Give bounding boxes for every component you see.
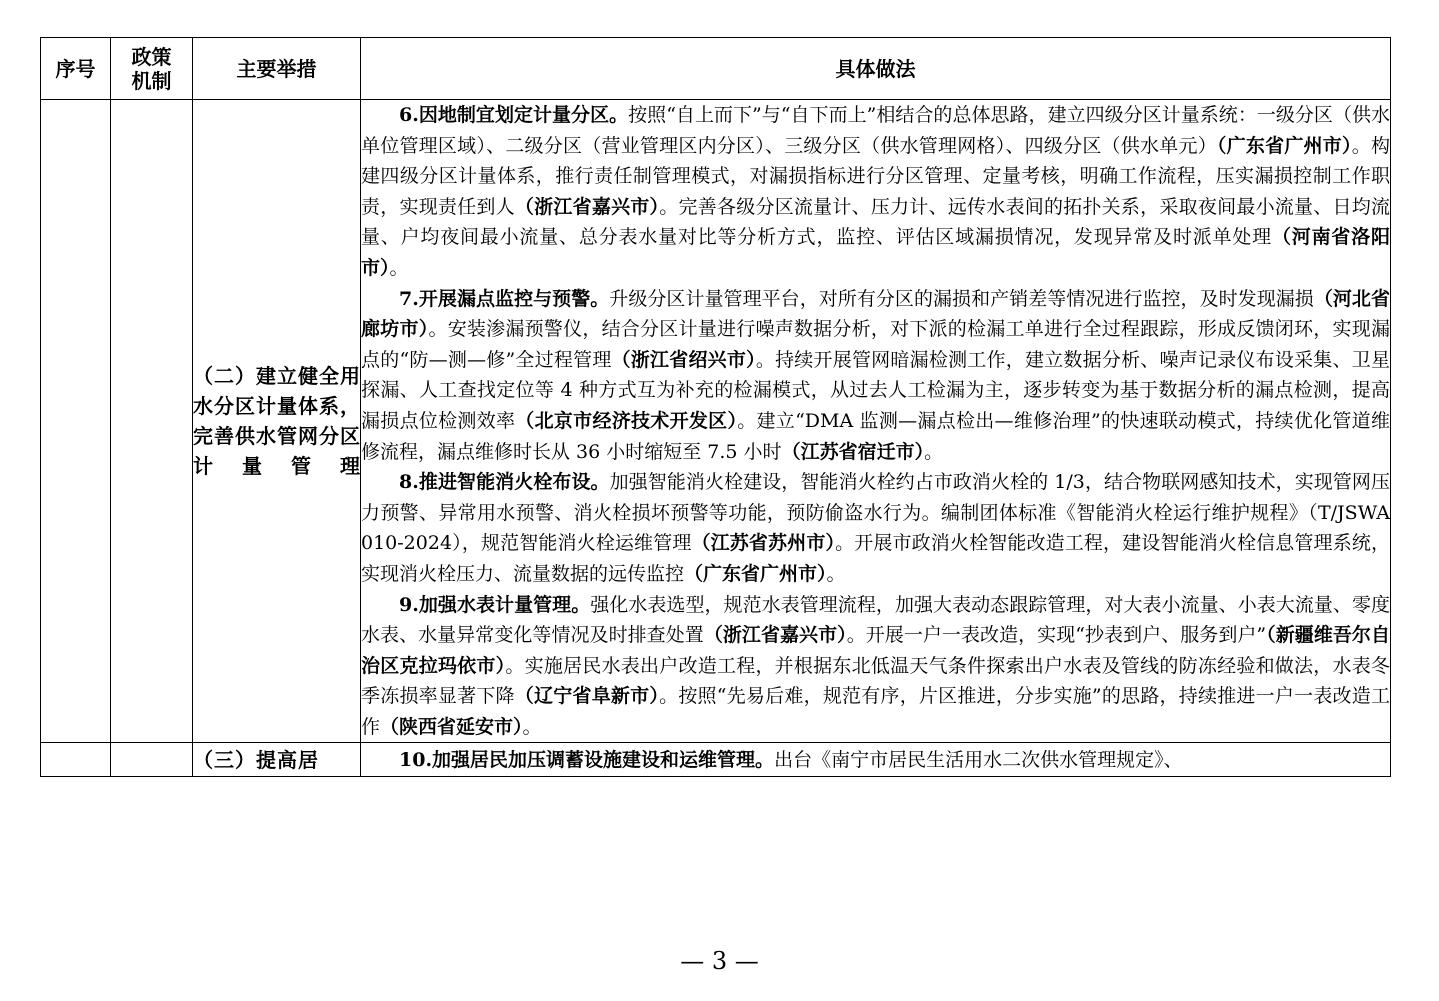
- item-text: 强化水表选型，规范水表管理流程，加强大表动态跟踪管理，对大表小流量、小表大流量、零度水表、水量异常变化等情况及时排查处置: [361, 593, 1390, 647]
- item-text: 。开展一户一表改造，实现“抄表到户、服务到户”: [846, 624, 1267, 647]
- detail-cell: [361, 100, 1391, 743]
- header-mechanism-line2: 机制: [131, 68, 172, 93]
- header-detail: 具体做法: [361, 38, 1391, 100]
- detail-item: [361, 745, 1390, 776]
- cell-no: [41, 100, 111, 743]
- item-text: 。安装渗漏预警仪，结合分区计量进行噪声数据分析，对下派的检漏工单进行全过程跟踪，形成反馈闭环，实现漏点的“防—测—修”全过程管理: [361, 318, 1390, 371]
- item-city: （浙江省嘉兴市）: [514, 195, 660, 218]
- item-text: 。建立“DMA 监测—漏点检出—维修治理”的快速联动模式，持续优化管道维修流程，漏点维修时长从 36 小时缩短至 7.5 小时: [361, 409, 1390, 463]
- header-mechanism: [111, 38, 193, 100]
- item-end: 。: [924, 440, 944, 463]
- item-title: 9.加强水表计量管理。: [399, 593, 591, 616]
- measure-cell: （二）建立健全用水分区计量体系，完善供水管网分区计量管理: [193, 100, 361, 743]
- item-text: 。完善各级分区流量计、压力计、远传水表间的拓扑关系，采取夜间最小流量、日均流量、户均夜间最小流量、总分表水量对比等分析方式，监控、评估区域漏损情况，发现异常及时派单处理: [361, 195, 1390, 249]
- header-measure: 主要举措: [193, 38, 361, 100]
- item-title: 7.开展漏点监控与预警。: [399, 287, 610, 310]
- item-text: 。构建四级分区计量体系，推行责任制管理模式，对漏损指标进行分区管理、定量考核，明确工作流程，压实漏损控制工作职责，实现责任到人: [361, 134, 1390, 218]
- item-city: （河南省洛阳市）: [361, 226, 1390, 279]
- item-city: （浙江省嘉兴市）: [703, 624, 847, 647]
- detail-item: [361, 467, 1390, 589]
- item-text: 。实施居民水表出户改造工程，并根据东北低温天气条件探索出户水表及管线的防冻经验和做法，水表冬季冻损率显著下降: [361, 654, 1390, 708]
- header-no: 序号: [41, 38, 111, 100]
- header-mechanism-line1: 政策: [131, 44, 172, 69]
- item-city: （河北省廊坊市）: [361, 287, 1390, 341]
- page-number: — 3 —: [680, 947, 759, 975]
- item-end: 。: [522, 715, 542, 738]
- detail-item: [361, 284, 1390, 468]
- item-city: （浙江省绍兴市）: [611, 348, 756, 371]
- item-text: 出台《南宁市居民生活用水二次供水管理规定》、: [774, 748, 1183, 771]
- item-text: 按照“自上而下”与“自下而上”相结合的总体思路，建立四级分区计量系统：一级分区（供水单位管理区域）、二级分区（营业管理区内分区）、三级分区（供水管理网格）、四级分区（供水单元）: [361, 104, 1390, 157]
- item-city: （广东省广州市）: [684, 562, 827, 585]
- item-city: （广东省广州市）: [1216, 134, 1352, 157]
- measure-cell: （三）提高居: [193, 743, 361, 777]
- item-text: 加强智能消火栓建设，智能消火栓约占市政消火栓的 1/3，结合物联网感知技术，实现管网压力预警、异常用水预警、消火栓损坏预警等功能，预防偷盗水行为。编制团体标准《智能消火栓运行维护规程》（T/JSWA 010-2024），规范智能消火栓运维管理: [361, 471, 1390, 555]
- item-city: （北京市经济技术开发区）: [515, 409, 738, 432]
- item-title: 8.推进智能消火栓布设。: [399, 471, 610, 494]
- cell-mechanism: [111, 743, 193, 777]
- item-title: 10.加强居民加压调蓄设施建设和运维管理。: [399, 748, 775, 771]
- item-city: （江苏省宿迁市）: [781, 440, 925, 463]
- item-city: （辽宁省阜新市）: [514, 685, 660, 708]
- detail-cell: [361, 743, 1391, 777]
- item-end: 。: [389, 256, 409, 279]
- item-text: 。持续开展管网暗漏检测工作，建立数据分析、噪声记录仪布设采集、卫星探漏、人工查找定位等 4 种方式互为补充的检漏模式，从过去人工检漏为主，逐步转变为基于数据分析的漏点检测，提高漏损点位检测效率: [361, 348, 1390, 432]
- item-text: 。开展市政消火栓智能改造工程，建设智能消火栓信息管理系统，实现消火栓压力、流量数据的远传监控: [361, 532, 1390, 585]
- item-title: 6.因地制宜划定计量分区。: [399, 104, 629, 126]
- cell-no: [41, 743, 111, 777]
- table-row: [41, 100, 1391, 743]
- item-city: （江苏省苏州市）: [691, 532, 836, 555]
- item-city: （新疆维吾尔自治区克拉玛依市）: [361, 624, 1390, 677]
- item-text: 。按照“先易后难，规范有序，片区推进，分步实施”的思路，持续推进一户一表改造工作: [361, 685, 1390, 738]
- cell-mechanism: [111, 100, 193, 743]
- header-row: [41, 38, 1391, 100]
- table-row: [41, 743, 1391, 777]
- detail-item: [361, 590, 1390, 743]
- item-end: 。: [826, 562, 846, 585]
- item-city: （陕西省延安市）: [380, 715, 523, 738]
- item-text: 升级分区计量管理平台，对所有分区的漏损和产销差等情况进行监控，及时发现漏损: [609, 287, 1314, 310]
- policy-table: [40, 37, 1391, 777]
- detail-item: [361, 100, 1390, 284]
